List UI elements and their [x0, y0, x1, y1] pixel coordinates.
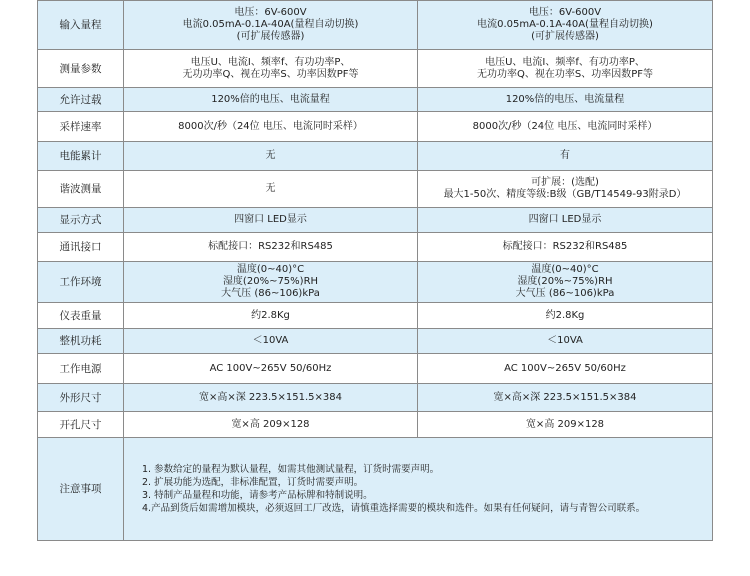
value-line: 宽×高×深 223.5×151.5×384 — [493, 391, 637, 403]
value-line: 标配接口：RS232和RS485 — [502, 241, 628, 252]
value-cell-model-b — [418, 1, 713, 50]
value-line: 无 — [265, 150, 276, 161]
value-line: 标配接口：RS232和RS485 — [208, 241, 333, 252]
spec-table-body — [38, 1, 713, 541]
value-lines — [526, 419, 604, 431]
value-cell-model-a — [124, 1, 418, 50]
table-row — [38, 303, 713, 329]
value-line: 湿度(20%~75%)RH — [222, 276, 319, 287]
table-row — [38, 88, 713, 112]
value-line: 电压：6V-600V — [234, 7, 307, 18]
value-lines — [266, 150, 276, 162]
value-cell-model-a — [124, 142, 418, 171]
value-cell-model-b — [418, 50, 713, 88]
value-cell-model-b — [418, 412, 713, 438]
value-lines — [266, 183, 276, 195]
value-lines — [477, 7, 653, 43]
table-row — [38, 412, 713, 438]
row-label: 谐波测量 — [38, 171, 124, 208]
value-lines — [560, 150, 570, 162]
value-line: (可扩展传感器) — [531, 31, 599, 42]
value-lines — [251, 310, 290, 322]
value-line: 8000次/秒（24位 电压、电流同时采样） — [472, 120, 658, 132]
value-cell-model-b — [418, 384, 713, 412]
value-line: 无 — [265, 183, 276, 194]
value-lines — [211, 94, 330, 106]
value-line: 可扩展：(选配) — [531, 177, 599, 188]
value-line: 宽×高 209×128 — [231, 418, 310, 430]
value-cell-model-a — [124, 50, 418, 88]
table-row — [38, 50, 713, 88]
value-lines — [503, 241, 628, 253]
value-cell-model-b — [418, 112, 713, 142]
value-lines — [253, 335, 289, 347]
value-line: 四窗口 LED显示 — [234, 214, 307, 225]
spec-table — [37, 0, 713, 541]
table-row — [38, 112, 713, 142]
row-label: 允许过载 — [38, 88, 124, 112]
value-line: 电流0.05mA-0.1A-40A(量程自动切换) — [477, 19, 653, 30]
value-lines — [178, 121, 363, 133]
row-label: 测量参数 — [38, 50, 124, 88]
value-line: AC 100V~265V 50/60Hz — [209, 362, 332, 374]
value-cell-model-b — [418, 208, 713, 233]
value-line: 电压U、电流I、频率f、有功功率P、 — [485, 56, 645, 68]
value-lines — [516, 264, 615, 300]
row-label: 外形尺寸 — [38, 384, 124, 412]
value-line: 大气压 (86~106)kPa — [515, 288, 615, 299]
value-cell-model-b — [418, 329, 713, 354]
value-lines — [547, 335, 583, 347]
value-line: 电流0.05mA-0.1A-40A(量程自动切换) — [182, 19, 359, 30]
value-cell-model-a — [124, 354, 418, 384]
value-lines — [504, 363, 626, 375]
value-lines — [473, 121, 658, 133]
value-line: 电压U、电流I、频率f、有功功率P、 — [190, 56, 351, 68]
value-lines — [210, 363, 332, 375]
table-row — [38, 233, 713, 262]
value-cell-model-b — [418, 303, 713, 329]
notes-content — [124, 438, 713, 541]
row-label: 仪表重量 — [38, 303, 124, 329]
value-cell-model-a — [124, 88, 418, 112]
row-label: 工作电源 — [38, 354, 124, 384]
value-cell-model-a — [124, 329, 418, 354]
value-line: 湿度(20%~75%)RH — [517, 276, 613, 287]
value-cell-model-a — [124, 303, 418, 329]
note-line: 3. 特制产品量程和功能，请参考产品标牌和特制说明。 — [142, 490, 373, 501]
value-line: 最大1-50次、精度等级:B级（GB/T14549-93附录D） — [443, 189, 687, 200]
value-line: AC 100V~265V 50/60Hz — [504, 362, 626, 374]
note-line: 1. 参数给定的量程为默认量程，如需其他测试量程，订货时需要声明。 — [142, 464, 440, 475]
value-line: ＜10VA — [547, 335, 583, 346]
value-line: 宽×高×深 223.5×151.5×384 — [198, 391, 343, 403]
value-lines — [234, 214, 307, 226]
value-cell-model-a — [124, 112, 418, 142]
value-line: 约2.8Kg — [251, 309, 290, 321]
value-lines — [231, 419, 309, 431]
value-lines — [506, 94, 625, 106]
table-row — [38, 329, 713, 354]
value-cell-model-a — [124, 171, 418, 208]
value-cell-model-b — [418, 142, 713, 171]
value-line: 四窗口 LED显示 — [528, 214, 602, 225]
value-line: 电压：6V-600V — [528, 7, 602, 18]
value-line: 无功功率Q、视在功率S、功率因数PF等 — [476, 68, 653, 80]
value-cell-model-a — [124, 208, 418, 233]
table-row — [38, 208, 713, 233]
value-line: 大气压 (86~106)kPa — [221, 288, 320, 299]
value-lines — [477, 57, 653, 81]
table-row — [38, 262, 713, 303]
row-label: 采样速率 — [38, 112, 124, 142]
row-label: 电能累计 — [38, 142, 124, 171]
row-label: 显示方式 — [38, 208, 124, 233]
row-label: 整机功耗 — [38, 329, 124, 354]
value-lines — [183, 7, 359, 43]
value-line: 约2.8Kg — [545, 309, 585, 321]
value-line: 8000次/秒（24位 电压、电流同时采样） — [178, 120, 363, 132]
table-row — [38, 384, 713, 412]
value-lines — [529, 214, 602, 226]
row-label: 工作环境 — [38, 262, 124, 303]
row-label: 开孔尺寸 — [38, 412, 124, 438]
value-cell-model-b — [418, 262, 713, 303]
note-line: 4.产品到货后如需增加模块，必须返回工厂改选，请慎重选择需要的模块和选件。如果有任何疑问，请与青智公司联系。 — [142, 503, 646, 514]
value-cell-model-b — [418, 88, 713, 112]
value-lines — [199, 392, 342, 404]
row-label: 输入量程 — [38, 1, 124, 50]
value-cell-model-a — [124, 262, 418, 303]
value-line: (可扩展传感器) — [236, 31, 305, 42]
value-cell-model-a — [124, 233, 418, 262]
table-row — [38, 171, 713, 208]
value-cell-model-b — [418, 233, 713, 262]
note-line: 2. 扩展功能为选配，非标准配置，订货时需要声明。 — [142, 477, 364, 488]
row-label: 通讯接口 — [38, 233, 124, 262]
value-cell-model-a — [124, 412, 418, 438]
table-row — [38, 354, 713, 384]
value-line: 120%倍的电压、电流量程 — [505, 93, 625, 105]
value-lines — [493, 392, 636, 404]
notes-row — [38, 438, 713, 541]
value-lines — [182, 57, 358, 81]
table-row — [38, 1, 713, 50]
value-line: 温度(0~40)°C — [531, 264, 599, 275]
value-lines — [221, 264, 320, 300]
value-line: 温度(0~40)°C — [236, 264, 305, 275]
value-lines — [444, 177, 687, 201]
value-line: ＜10VA — [252, 335, 289, 346]
value-line: 有 — [560, 150, 570, 161]
value-lines — [208, 241, 333, 253]
value-lines — [546, 310, 585, 322]
value-line: 120%倍的电压、电流量程 — [211, 93, 330, 105]
value-cell-model-b — [418, 354, 713, 384]
value-line: 宽×高 209×128 — [525, 418, 605, 430]
value-cell-model-a — [124, 384, 418, 412]
notes-label: 注意事项 — [38, 438, 124, 541]
value-cell-model-b — [418, 171, 713, 208]
value-line: 无功功率Q、视在功率S、功率因数PF等 — [182, 68, 359, 80]
table-row — [38, 142, 713, 171]
